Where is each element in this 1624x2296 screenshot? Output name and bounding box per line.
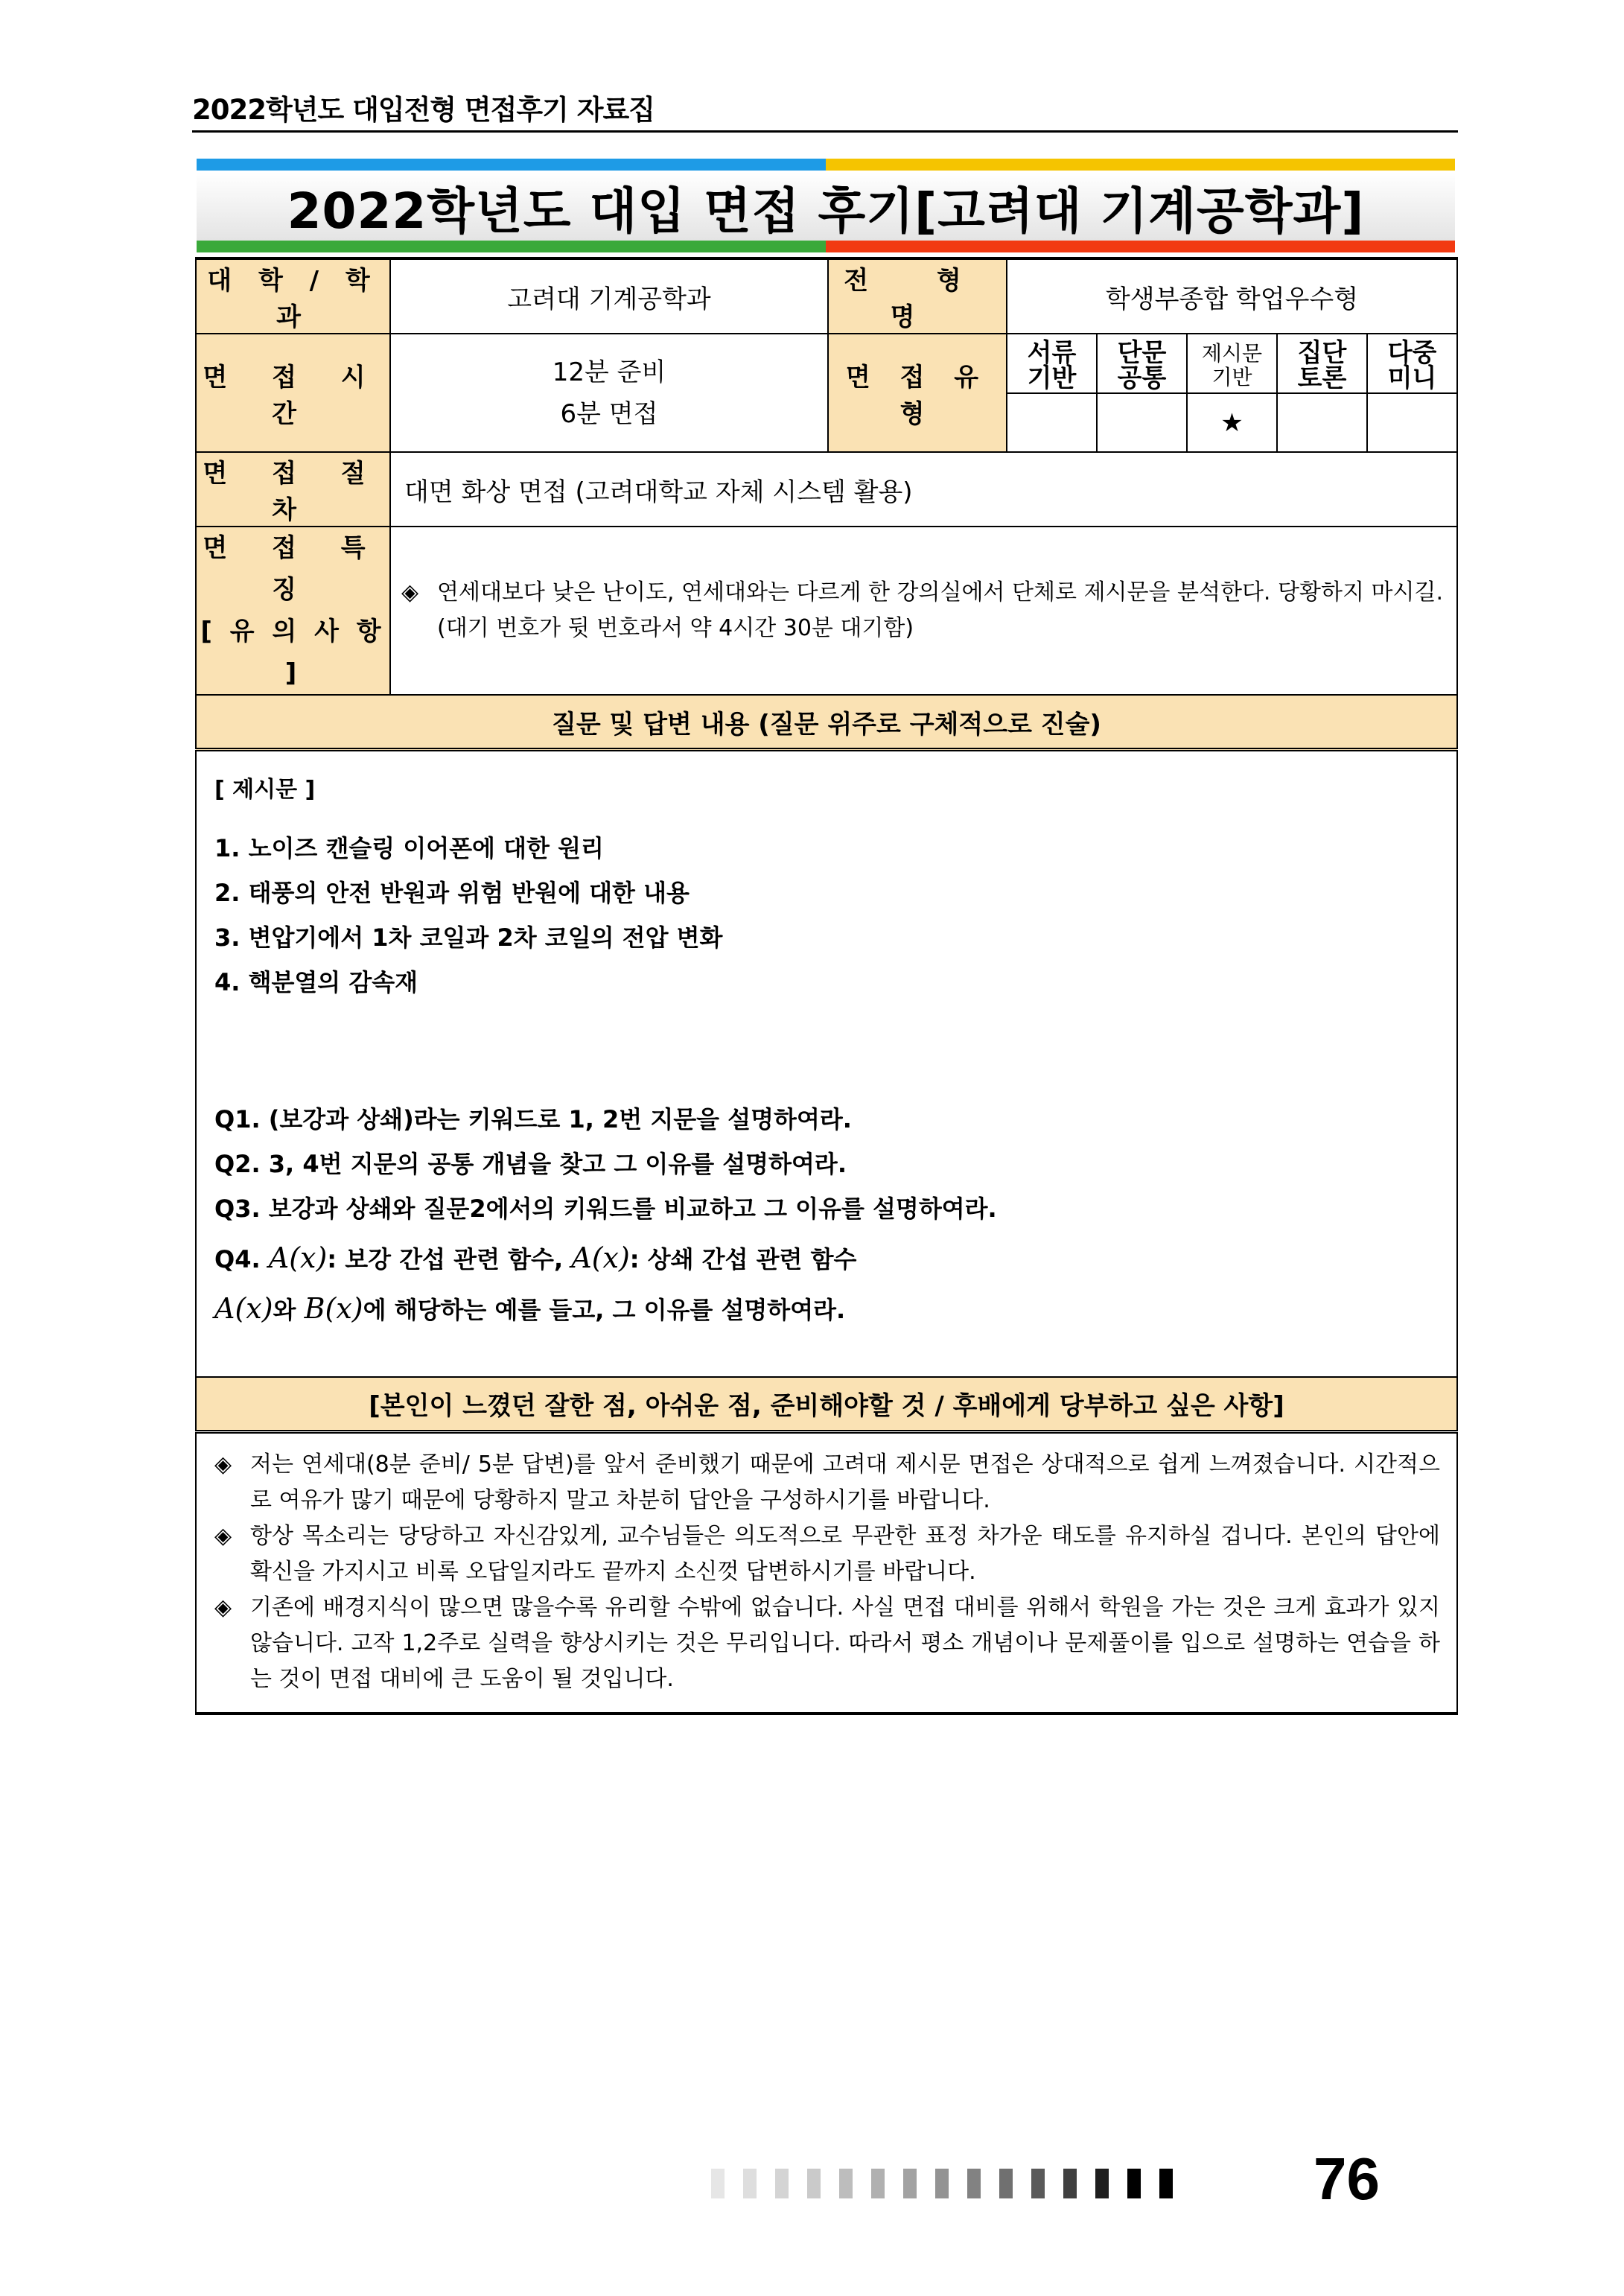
advice-heading: [본인이 느꼈던 잘한 점, 아쉬운 점, 준비해야할 것 / 후배에게 당부하고 싶은 사항] <box>196 1377 1457 1432</box>
time-value <box>390 334 828 452</box>
features-label <box>196 527 390 695</box>
running-header <box>192 94 1458 133</box>
row-univ <box>196 258 1457 334</box>
row-qa-heading <box>196 695 1457 750</box>
question-4-line2-part2: 에 해당하는 예를 들고, 그 이유를 설명하여라. <box>363 1296 846 1324</box>
question-3: Q3. 보강과 상쇄와 질문2에서의 키워드를 비교하고 그 이유를 설명하여라. <box>214 1195 997 1223</box>
procedure-label: 면 접 절 차 <box>196 452 390 527</box>
advice-item <box>214 1519 1440 1590</box>
row-advice-body <box>196 1431 1457 1714</box>
row-advice-heading <box>196 1377 1457 1432</box>
mark-docs <box>1007 393 1097 452</box>
row-time-top <box>196 334 1457 393</box>
type-mmi-line2: 미니 <box>1387 363 1437 393</box>
question-4-line2-math-a: A(x) <box>214 1292 273 1325</box>
title-bar-bottom-left <box>197 241 826 252</box>
passage-1: 1. 노이즈 캔슬링 이어폰에 대한 원리 <box>214 834 604 862</box>
question-2: Q2. 3, 4번 지문의 공통 개념을 찾고 그 이유를 설명하여라. <box>214 1150 847 1178</box>
type-mmi <box>1367 334 1457 393</box>
type-group-line1: 집단 <box>1297 338 1347 368</box>
univ-value: 고려대 기계공학과 <box>390 258 828 334</box>
time-label: 면 접 시 간 <box>196 334 390 452</box>
features-text: 연세대보다 낮은 난이도, 연세대와는 다르게 한 강의실에서 단체로 제시문을 분석한다. 당황하지 마시길. (대기 번호가 뒷 번호라서 약 4시간 30분 대기함) <box>437 579 1443 641</box>
advice-text-3: 기존에 배경지식이 많으면 많을수록 유리할 수밖에 없습니다. 사실 면접 대비를 위해서 학원을 가는 것은 크게 효과가 있지 않습니다. 고작 1,2주로 실력을 향상시키는 것은 무리입니다. 따라서 평소 개념이나 문제풀이를 입으로 설명하는 연습을 하는 것이 면접 대비에 큰 도움이 될 것입니다. <box>250 1594 1440 1692</box>
passage-2: 2. 태풍의 안전 반원과 위험 반원에 대한 내용 <box>214 879 690 907</box>
procedure-value: 대면 화상 면접 (고려대학교 자체 시스템 활용) <box>390 452 1457 527</box>
track-label: 전 형 명 <box>828 258 1007 334</box>
question-4-line1 <box>214 1236 1439 1282</box>
question-4-math-b: A(x) <box>571 1241 630 1274</box>
row-features <box>196 527 1457 695</box>
running-header-text: 2022학년도 대입전형 면접후기 자료집 <box>192 87 665 127</box>
mark-short <box>1097 393 1187 452</box>
univ-label: 대 학 / 학 과 <box>196 258 390 334</box>
type-short-line2: 공통 <box>1117 363 1167 393</box>
question-4-part2: : 상쇄 간섭 관련 함수 <box>629 1245 857 1273</box>
title-bar-top-right <box>826 159 1455 171</box>
type-short-line1: 단문 <box>1117 338 1167 368</box>
features-label-1: 면 접 특 징 <box>203 533 383 605</box>
type-docs-line2: 기반 <box>1027 363 1077 393</box>
advice-text-2: 항상 목소리는 당당하고 자신감있게, 교수님들은 의도적으로 무관한 표정 차가운 태도를 유지하실 겁니다. 본인의 답안에 확신을 가지시고 비록 오답일지라도 끝까지 소신껏 답변하시기를 바랍니다. <box>250 1522 1440 1585</box>
title-band <box>197 172 1455 241</box>
advice-bullet: ◈ <box>214 1522 232 1549</box>
question-4-part1: : 보강 간섭 관련 함수, <box>327 1245 564 1273</box>
question-4-line2-math-b: B(x) <box>304 1292 363 1325</box>
passage-4: 4. 핵분열의 감속재 <box>214 968 418 996</box>
type-passage <box>1187 334 1277 393</box>
type-passage-line1: 제시문 <box>1201 341 1263 366</box>
type-short <box>1097 334 1187 393</box>
page-number: 76 <box>1313 2146 1380 2212</box>
advice-bullet: ◈ <box>214 1451 232 1478</box>
question-4-line2 <box>214 1286 1439 1332</box>
track-value: 학생부종합 학업우수형 <box>1007 258 1457 334</box>
time-prep: 12분 준비 <box>552 357 666 387</box>
mark-mmi <box>1367 393 1457 452</box>
type-docs <box>1007 334 1097 393</box>
qa-heading: 질문 및 답변 내용 (질문 위주로 구체적으로 진술) <box>196 695 1457 750</box>
page-progress-decoration <box>711 2161 1191 2198</box>
page-title: 2022학년도 대입 면접 후기[고려대 기계공학과] <box>287 182 1365 240</box>
time-interview: 6분 면접 <box>560 398 658 429</box>
mark-passage: ★ <box>1187 393 1277 452</box>
passage-label: [ 제시문 ] <box>214 777 316 803</box>
type-passage-line2: 기반 <box>1211 365 1252 389</box>
type-group-line2: 토론 <box>1297 363 1347 393</box>
interview-table <box>195 257 1458 1715</box>
title-bar-bottom-right <box>826 241 1455 252</box>
type-docs-line1: 서류 <box>1027 338 1077 368</box>
question-4-prefix: Q4. <box>214 1245 261 1273</box>
features-label-2: [ 유 의 사 항 ] <box>200 617 386 688</box>
advice-item <box>214 1590 1440 1697</box>
question-1: Q1. (보강과 상쇄)라는 키워드로 1, 2번 지문을 설명하여라. <box>214 1105 852 1133</box>
features-value <box>390 527 1457 695</box>
advice-bullet: ◈ <box>214 1594 232 1621</box>
advice-body <box>196 1431 1457 1714</box>
type-label: 면 접 유 형 <box>828 334 1007 452</box>
type-group <box>1277 334 1367 393</box>
passage-3: 3. 변압기에서 1차 코일과 2차 코일의 전압 변화 <box>214 923 723 952</box>
mark-group <box>1277 393 1367 452</box>
type-mmi-line1: 다중 <box>1387 338 1437 368</box>
features-item <box>401 575 1443 646</box>
advice-item <box>214 1447 1440 1519</box>
features-bullet: ◈ <box>401 579 419 605</box>
row-procedure <box>196 452 1457 527</box>
title-bar-top-left <box>197 159 826 171</box>
row-qa-body <box>196 750 1457 1377</box>
question-4-math-a: A(x) <box>268 1241 328 1274</box>
qa-body <box>196 750 1457 1377</box>
advice-text-1: 저는 연세대(8분 준비/ 5분 답변)를 앞서 준비했기 때문에 고려대 제시문 면접은 상대적으로 쉽게 느껴졌습니다. 시간적으로 여유가 많기 때문에 당황하지 말고 차분히 답안을 구성하시기를 바랍니다. <box>250 1451 1440 1513</box>
question-4-line2-part1: 와 <box>273 1296 296 1324</box>
